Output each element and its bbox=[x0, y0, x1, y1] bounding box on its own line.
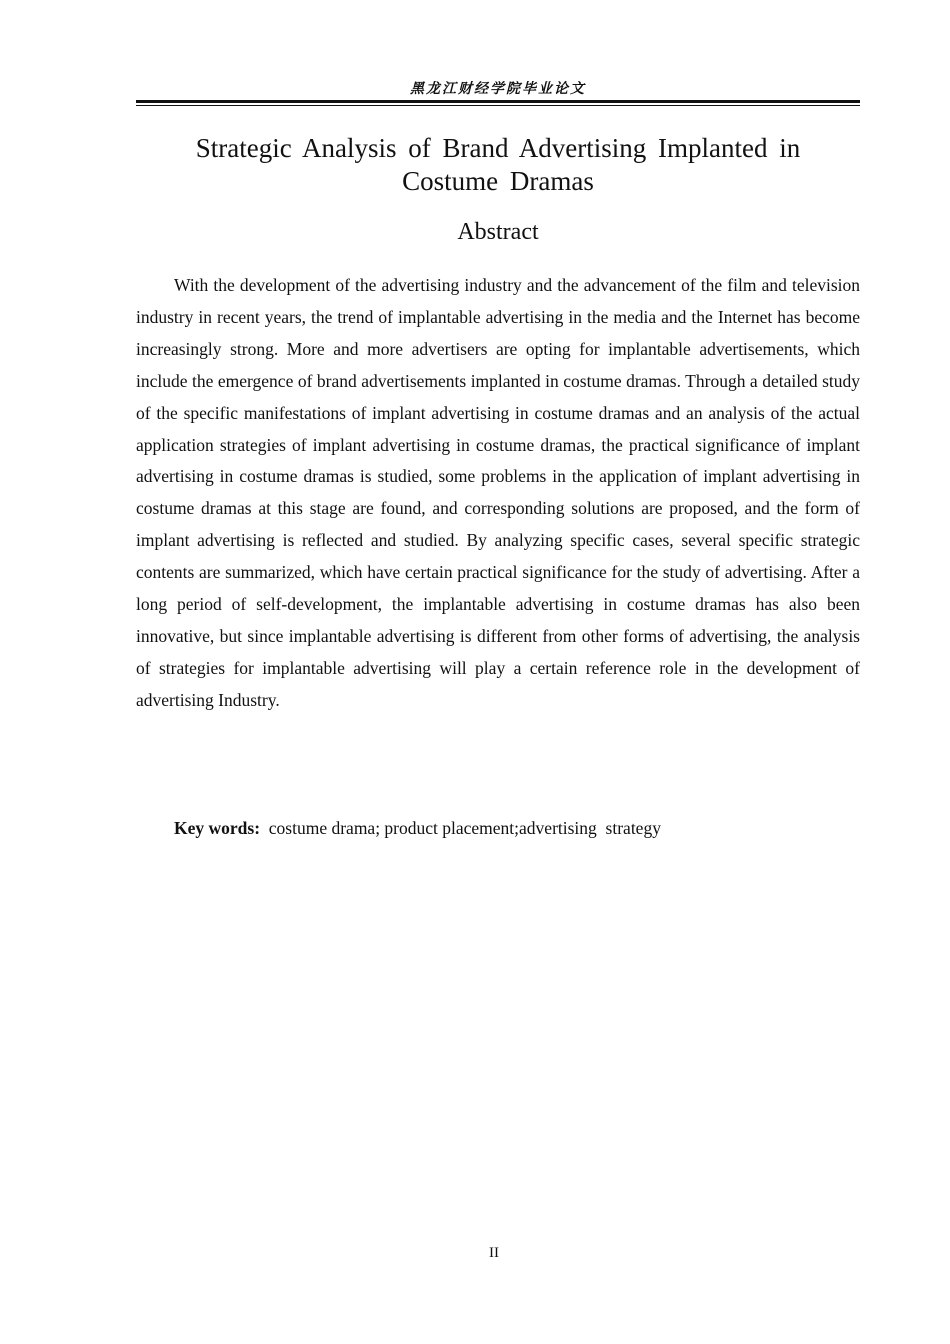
keywords-line bbox=[174, 815, 860, 841]
keywords-label: Key words: bbox=[174, 818, 261, 838]
page-number: II bbox=[489, 1245, 499, 1261]
header-rule-thick bbox=[136, 100, 860, 103]
paper-title: Strategic Analysis of Brand Advertising Implanted in Costume Dramas bbox=[195, 133, 801, 196]
header-rule-thin bbox=[136, 105, 860, 106]
abstract-body: With the development of the advertising industry and the advancement of the film and television industry in recent years, the trend of implantable advertising in the media and the Internet has become increasingly strong. More and more advertisers are opting for implantable advertisements, which include the emergence of brand advertisements implanted in costume dramas. Through a detailed study of the specific manifestations of implant advertising in costume dramas and an analysis of the actual application strategies of implant advertising in costume dramas, the practical significance of implant advertising in costume dramas is studied, some problems in the application of implant advertising in costume dramas at this stage are found, and corresponding solutions are proposed, and the form of implant advertising is reflected and studied. By analyzing specific cases, several specific strategic contents are summarized, which have certain practical significance for the study of advertising. After a long period of self-development, the implantable advertising in costume dramas has also been innovative, but since implantable advertising is different from other forms of advertising, the analysis of strategies for implantable advertising will play a certain reference role in the development of advertising Industry. bbox=[136, 275, 860, 710]
page-header: 黑龙江财经学院毕业论文 bbox=[410, 81, 586, 97]
abstract-heading: Abstract bbox=[457, 219, 539, 245]
keywords-value: costume drama; product placement;advertising strategy bbox=[268, 818, 661, 838]
